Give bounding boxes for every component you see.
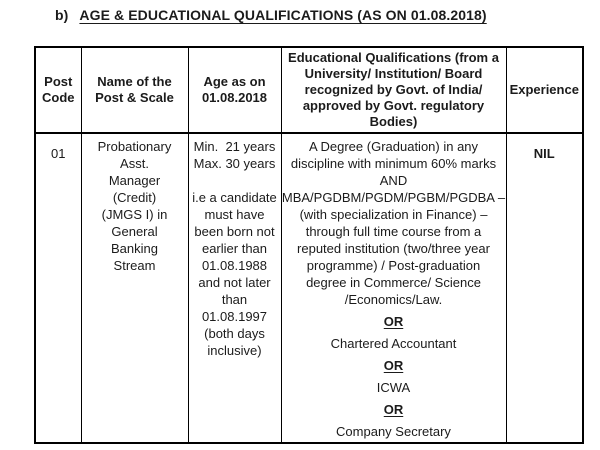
text-line: A Degree (Graduation) in any: [308, 139, 479, 154]
table-row: [35, 133, 583, 443]
text-line: MBA/PGDBM/PGDM/PGBM/PGDBA –: [281, 190, 506, 205]
section-heading-text: AGE & EDUCATIONAL QUALIFICATIONS (AS ON 01.08.2018): [79, 7, 487, 23]
section-heading-prefix: b): [55, 7, 69, 23]
text-line: (with specialization in Finance) –: [299, 207, 488, 222]
text-line: [189, 172, 281, 189]
text-line: Manager: [108, 173, 161, 188]
text-line: (Credit): [112, 190, 157, 205]
text-line: AND: [379, 173, 408, 188]
text-line: Min. 21 years: [193, 139, 276, 154]
or-separator: OR: [383, 402, 404, 417]
cell-experience: NIL: [506, 133, 583, 443]
cell-qualifications: [281, 133, 506, 443]
text-line: Max. 30 years: [193, 156, 276, 171]
text-line: inclusive): [207, 343, 262, 358]
text-line: programme) / Post-graduation: [306, 258, 481, 273]
qualifications-table: [34, 46, 584, 444]
text-line: (both days: [204, 326, 265, 341]
cell-age: [188, 133, 281, 443]
col-header-post-name-scale: Name of the Post & Scale: [81, 47, 188, 133]
text-line: must have: [204, 207, 265, 222]
text-line: through full time course from a: [305, 224, 482, 239]
text-line: discipline with minimum 60% marks: [290, 156, 497, 171]
table-header-row: [35, 47, 583, 133]
col-header-educational-qualifications: Educational Qualifications (from a University/ Institution/ Board recognized by Govt. of India/ approved by Govt. regulatory Bodies): [281, 47, 506, 133]
text-line: than: [221, 292, 248, 307]
text-line: been born not: [194, 224, 275, 239]
text-line: /Economics/Law.: [344, 292, 443, 307]
cell-post-name: [81, 133, 188, 443]
text-line: Chartered Accountant: [330, 336, 457, 351]
text-line: Asst.: [120, 156, 149, 171]
text-line: General: [111, 224, 158, 239]
text-line: Company Secretary: [336, 424, 451, 439]
text-line: (JMGS I) in: [101, 207, 168, 222]
text-line: Banking: [111, 241, 158, 256]
text-line: reputed institution (two/three year: [297, 241, 490, 256]
text-line: degree in Commerce/ Science: [306, 275, 481, 290]
text-line: ICWA: [376, 380, 411, 395]
col-header-post-code: Post Code: [35, 47, 81, 133]
col-header-age: Age as on 01.08.2018: [188, 47, 281, 133]
or-separator: OR: [383, 314, 404, 329]
text-line: 01.08.1988: [201, 258, 268, 273]
text-line: i.e a candidate: [192, 190, 277, 205]
text-line: and not later: [198, 275, 271, 290]
text-line: earlier than: [201, 241, 268, 256]
text-line: Probationary: [97, 139, 172, 154]
or-separator: OR: [383, 358, 404, 373]
col-header-experience: Experience: [506, 47, 583, 133]
section-heading: [55, 7, 600, 23]
cell-post-code: 01: [35, 133, 81, 443]
text-line: 01.08.1997: [201, 309, 268, 324]
text-line: Stream: [113, 258, 156, 273]
